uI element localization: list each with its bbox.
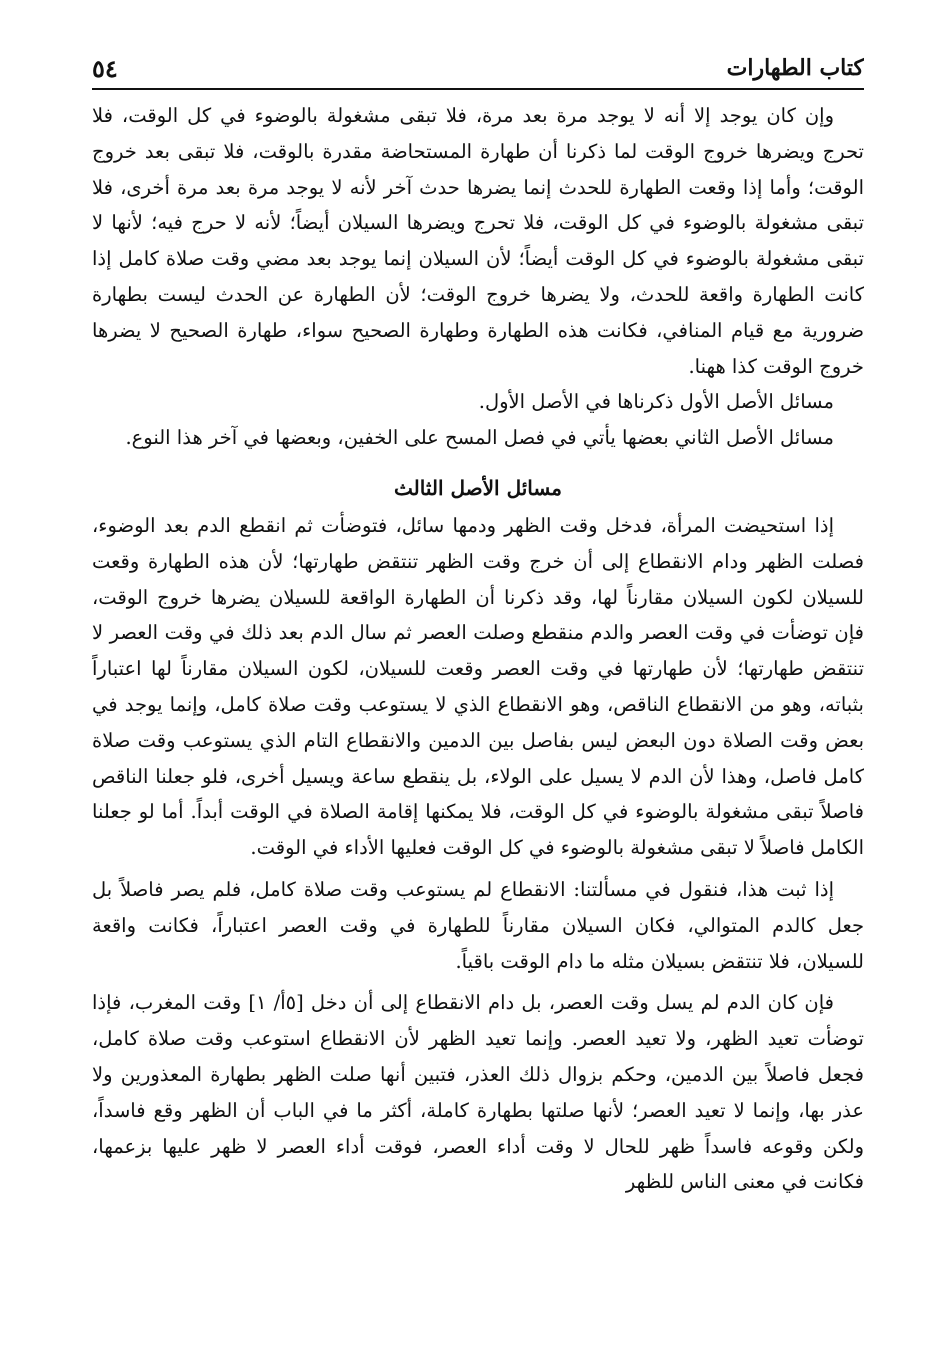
paragraph: مسائل الأصل الأول ذكرناها في الأصل الأول. <box>478 390 834 414</box>
book-page <box>92 48 864 1348</box>
paragraph: مسائل الأصل الثاني بعضها يأتي في فصل المسح على الخفين، وبعضها في آخر هذا النوع. <box>125 426 834 450</box>
page-number: ٥٤ <box>92 53 118 83</box>
section-heading: مسائل الأصل الثالث <box>394 475 562 500</box>
paragraph: إذا ثبت هذا، فنقول في مسألتنا: الانقطاع لم يستوعب وقت صلاة كامل، فلم يصر فاصلاً بل جعل كالدم المتوالي، فكان السيلان مقارناً للطهارة في وقت العصر اعتباراً، فكانت واقعة للسيلان، فلا تنتقض بسيلان مثله ما دام الوقت باقياً. <box>92 877 864 973</box>
paragraph: فإن كان الدم لم يسل وقت العصر، بل دام الانقطاع إلى أن دخل [٥أ/ ١] وقت المغرب، فإذا توضأت تعيد الظهر، ولا تعيد العصر. وإنما تعيد الظهر لأن الانقطاع استوعب وقت صلاة كامل، فجعل فاصلاً بين الدمين، وحكم بزوال ذلك العذر، فتبين أنها صلت الظهر بطهارة المعذورين ولا عذر بها، وإنما لا تعيد العصر؛ لأنها صلتها بطهارة كاملة، أكثر ما في الباب أن الظهر وقع فاسداً، ولكن وقوعه فاسداً ظهر للحال لا وقت أداء العصر، فوقت أداء العصر لا ظهر عليها بزعمها، فكانت في معنى الناس للظهر <box>92 991 864 1194</box>
page-body <box>92 90 864 1200</box>
page-header <box>92 48 864 90</box>
paragraph: وإن كان يوجد إلا أنه لا يوجد مرة بعد مرة، فلا تبقى مشغولة بالوضوء في كل الوقت، فلا تحرج ويضرها خروج الوقت لما ذكرنا أن طهارة المستحاضة مقدرة بالوقت، فلا تبقى بعد خروج الوقت؛ وأما إذا وقعت الطهارة للحدث إنما يضرها حدث آخر لأنه لا يوجد مرة بعد مرة أخرى، فلا تبقى مشغولة بالوضوء في كل الوقت، فلا تحرج ويضرها السيلان أيضاً؛ لأنه لا حرج فيه؛ لأنها لا تبقى مشغولة بالوضوء في كل الوقت أيضاً؛ لأن السيلان إنما يوجد بعد مضي وقت صلاة كامل إذا كانت الطهارة واقعة للحدث، ولا يضرها خروج الوقت؛ لأن الطهارة عن الحدث ليست بطهارة ضرورية مع قيام المنافي، فكانت هذه الطهارة وطهارة الصحيح سواء، طهارة الصحيح لا يضرها خروج الوقت كذا ههنا. <box>92 104 864 378</box>
book-title: كتاب الطهارات <box>726 55 864 81</box>
paragraph: إذا استحيضت المرأة، فدخل وقت الظهر ودمها سائل، فتوضأت ثم انقطع الدم بعد الوضوء، فصلت الظهر ودام الانقطاع إلى أن خرج وقت الظهر تنتقض طهارتها؛ لأن هذه الطهارة وقعت للسيلان لكون السيلان مقارناً لها، وقد ذكرنا أن الطهارة الواقعة للسيلان يضرها خروج الوقت، فإن توضأت في وقت العصر والدم منقطع وصلت العصر ثم سال الدم بعد ذلك في وقت العصر لا تنتقض طهارتها؛ لأن طهارتها في وقت العصر وقعت للسيلان، لكون السيلان مقارناً لها اعتباراً بثباته، وهو من الانقطاع الناقص، وهو الانقطاع الذي لا يستوعب وقت صلاة كامل، وإنما يوجد في بعض وقت الصلاة دون البعض ليس بفاصل بين الدمين والانقطاع التام الذي يستوعب وقت صلاة كامل فاصل، وهذا لأن الدم لا يسيل على الولاء، بل ينقطع ساعة ويسيل أخرى، فلو جعلنا الناقص فاصلاً تبقى مشغولة بالوضوء في كل الوقت، فلا يمكنها إقامة الصلاة في الوقت أبداً. أما لو جعلنا الكامل فاصلاً لا تبقى مشغولة بالوضوء في كل الوقت فعليها الأداء في الوقت. <box>92 513 864 860</box>
